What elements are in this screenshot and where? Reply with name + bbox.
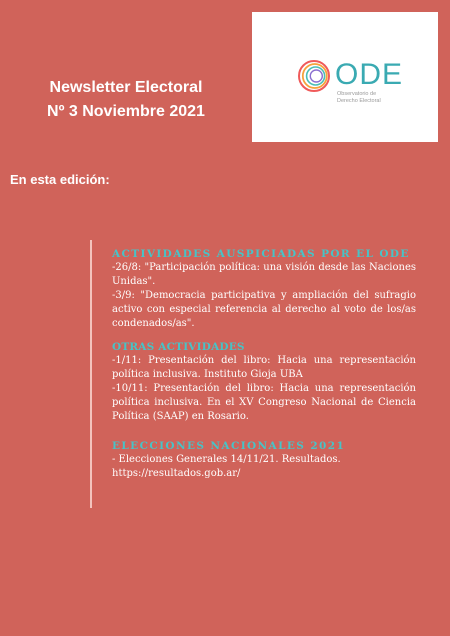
- newsletter-title: [26, 76, 226, 124]
- sponsored-item-1: -26/8: "Participación política: una visión desde las Naciones Unidas".: [112, 262, 416, 287]
- ode-logo-card: [252, 12, 438, 142]
- other-item-1: -1/11: Presentación del libro: Hacia una representación política inclusiva. Instituto Gioja UBA: [112, 355, 416, 380]
- elections-item-1: - Elecciones Generales 14/11/21. Resultados.: [112, 454, 341, 465]
- other-item-2: -10/11: Presentación del libro: Hacia una representación política inclusiva. En el XV Congreso Nacional de Ciencia Política (SAAP) en Rosario.: [112, 383, 416, 422]
- title-line-2: Nº 3 Noviembre 2021: [47, 103, 205, 120]
- title-line-1: Newsletter Electoral: [49, 79, 203, 96]
- ode-rings-icon: [296, 58, 332, 94]
- section-heading-other: OTRAS ACTIVIDADES: [112, 341, 245, 353]
- ode-logo-text: ODE: [335, 58, 404, 91]
- elections-results-link[interactable]: https://resultados.gob.ar/: [112, 468, 241, 479]
- contents-panel: [90, 240, 419, 508]
- section-heading-elections: ELECCIONES NACIONALES 2021: [112, 440, 346, 452]
- section-heading-sponsored: ACTIVIDADES AUSPICIADAS POR EL ODE: [112, 248, 410, 260]
- logo-subtitle-line-2: Derecho Electoral: [337, 97, 381, 104]
- ode-logo-subtitle: [337, 91, 433, 104]
- logo-subtitle-line-1: Observatorio de: [337, 91, 377, 97]
- sponsored-item-2: -3/9: "Democracia participativa y ampliación del sufragio activo con especial referencia al derecho al voto de los/as condenados/as".: [112, 290, 416, 329]
- edition-label: En esta edición:: [10, 172, 110, 187]
